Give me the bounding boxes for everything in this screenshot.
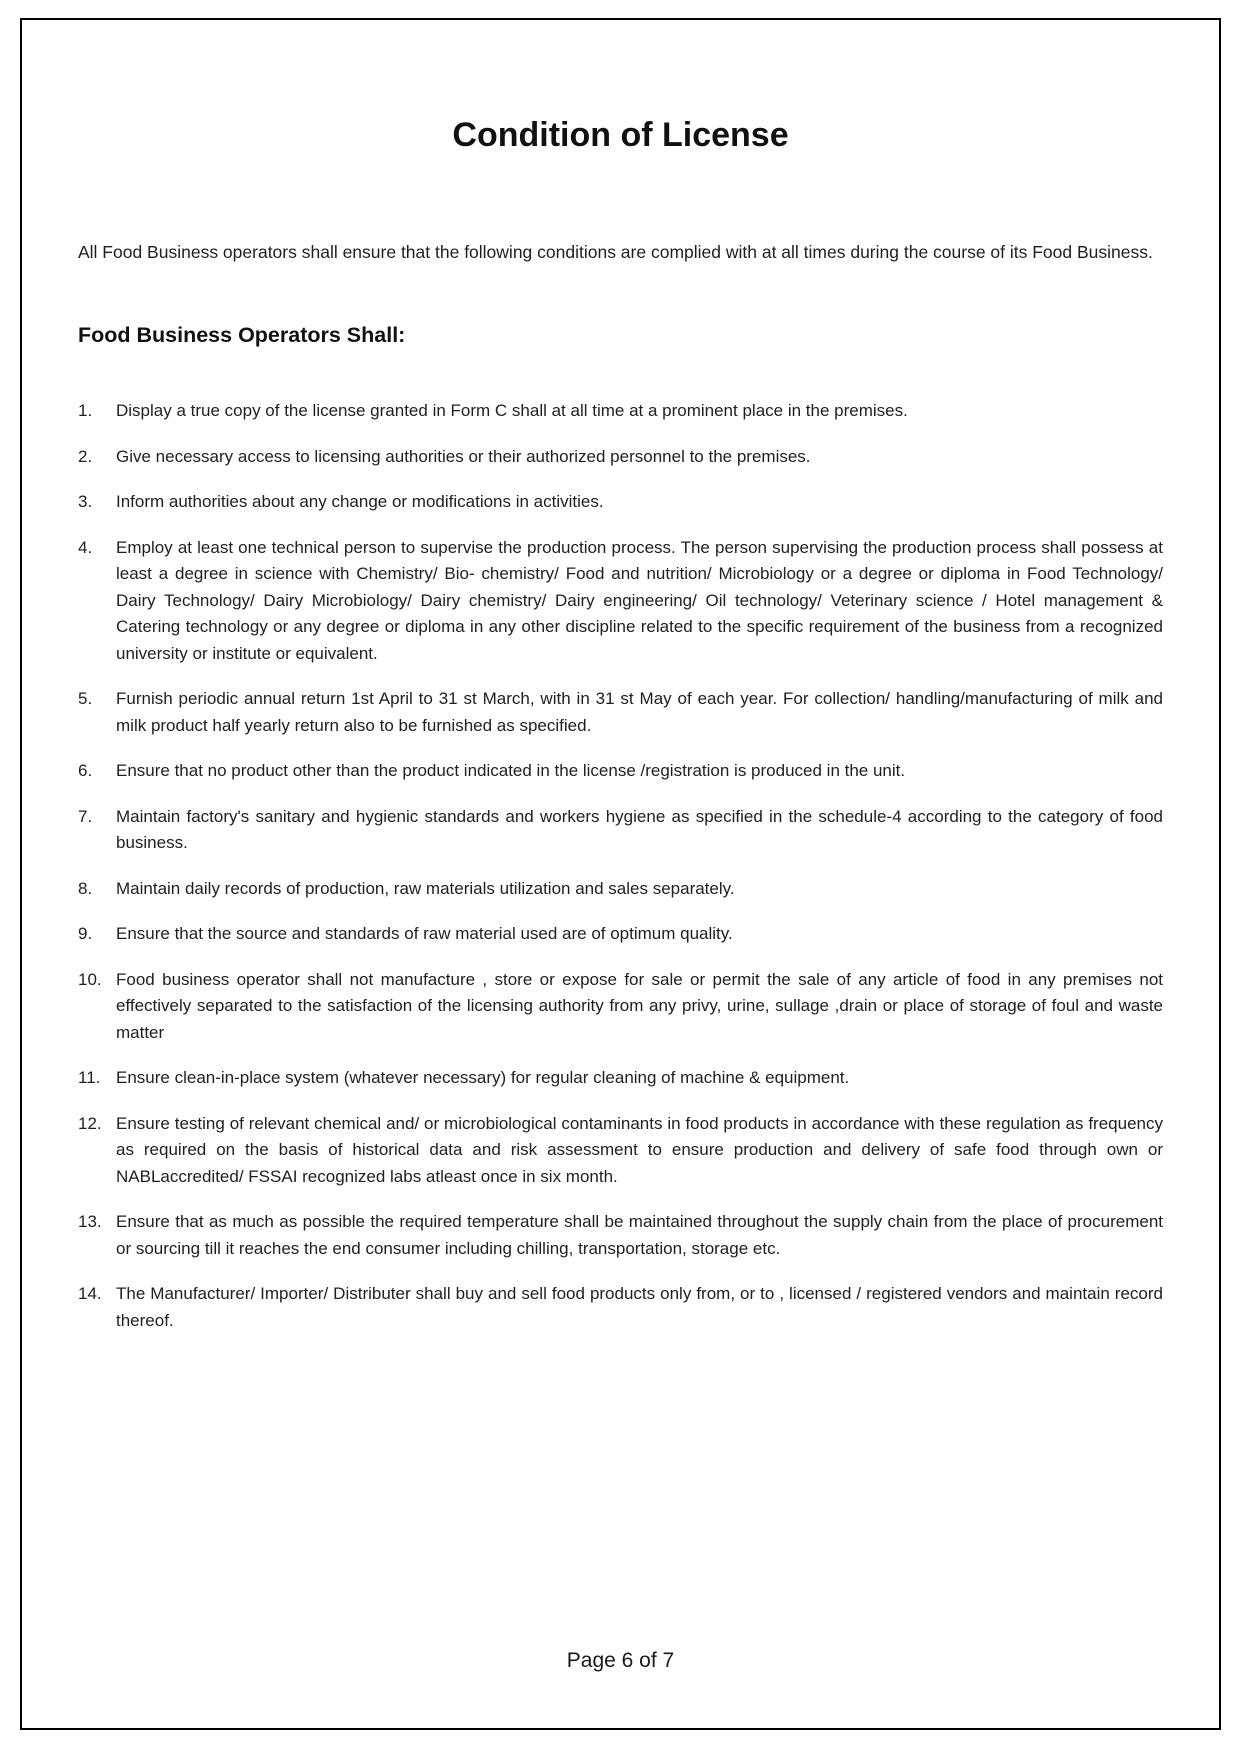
condition-text: Ensure that no product other than the product indicated in the license /registration is produced in the unit. bbox=[116, 761, 906, 780]
intro-paragraph: All Food Business operators shall ensure that the following conditions are complied with at all times during the course of its Food Business. bbox=[78, 242, 1153, 262]
condition-number: 2. bbox=[78, 446, 93, 466]
condition-text: Display a true copy of the license granted in Form C shall at all time at a prominent place in the premises. bbox=[116, 401, 908, 420]
condition-item bbox=[78, 489, 1163, 516]
condition-number: 11. bbox=[78, 1068, 101, 1087]
condition-item bbox=[78, 686, 1163, 739]
condition-item bbox=[78, 444, 1163, 471]
condition-text: Ensure that as much as possible the required temperature shall be maintained throughout the supply chain from the place of procurement or sourcing till it reaches the end consumer including chilling, transportation, storage etc. bbox=[116, 1212, 1163, 1258]
condition-text: Ensure that the source and standards of raw material used are of optimum quality. bbox=[116, 924, 733, 943]
condition-item bbox=[78, 876, 1163, 903]
condition-item bbox=[78, 967, 1163, 1047]
condition-number: 3. bbox=[78, 492, 93, 511]
condition-number: 13. bbox=[78, 1212, 102, 1231]
condition-item bbox=[78, 921, 1163, 948]
condition-text: Furnish periodic annual return 1st April to 31 st March, with in 31 st May of each year. For collection/ handling/manufacturing of milk and milk product half yearly return also to be furnished as specified. bbox=[116, 689, 1163, 735]
condition-text: Food business operator shall not manufacture , store or expose for sale or permit the sale of any article of food in any premises not effectively separated to the satisfaction of the licensing authority from any privy, urine, sullage ,drain or place of storage of foul and waste matter bbox=[116, 969, 1163, 1042]
condition-text: Maintain daily records of production, raw materials utilization and sales separately. bbox=[116, 878, 735, 898]
condition-number: 5. bbox=[78, 689, 93, 708]
page-border bbox=[20, 18, 1221, 1730]
condition-text: Ensure testing of relevant chemical and/ or microbiological contaminants in food products in accordance with these regulation as frequency as required on the basis of historical data and risk assessment to ensure production and delivery of safe food through own or NABLaccredited/ FSSAI recognized labs atleast once in six month. bbox=[116, 1113, 1163, 1186]
page-title: Condition of License bbox=[452, 116, 789, 154]
condition-text: Inform authorities about any change or modifications in activities. bbox=[116, 492, 604, 511]
page-number: Page 6 of 7 bbox=[566, 1649, 675, 1672]
condition-text: Maintain factory's sanitary and hygienic standards and workers hygiene as specified in the schedule-4 according to the category of food business. bbox=[116, 806, 1163, 852]
condition-number: 12. bbox=[78, 1113, 102, 1133]
condition-text: Employ at least one technical person to supervise the production process. The person supervising the production process shall possess at least a degree in science with Chemistry/ Bio- chemistry/ Food and nutrition/ Microbiology or a degree or diploma in Food Technology/ Dairy Technology/ Dairy Microbiology/ Dairy chemistry/ Dairy engineering/ Oil technology/ Veterinary science / Hotel management & Catering technology or any degree or diploma in any other discipline related to the specific requirement of the business from a recognized university or institute or equivalent. bbox=[116, 537, 1163, 663]
conditions-list bbox=[78, 398, 1163, 1334]
condition-number: 8. bbox=[78, 878, 93, 898]
condition-number: 4. bbox=[78, 537, 93, 557]
condition-item bbox=[78, 1281, 1163, 1334]
condition-text: Give necessary access to licensing authorities or their authorized personnel to the premises. bbox=[116, 446, 811, 466]
condition-number: 7. bbox=[78, 806, 93, 826]
condition-number: 9. bbox=[78, 924, 93, 943]
condition-item bbox=[78, 398, 1163, 425]
condition-text: The Manufacturer/ Importer/ Distributer shall buy and sell food products only from, or to , licensed / registered vendors and maintain record thereof. bbox=[116, 1284, 1163, 1330]
condition-text: Ensure clean-in-place system (whatever necessary) for regular cleaning of machine & equipment. bbox=[116, 1068, 850, 1087]
condition-number: 14. bbox=[78, 1284, 102, 1303]
condition-item bbox=[78, 758, 1163, 785]
section-heading: Food Business Operators Shall: bbox=[78, 323, 406, 347]
condition-item bbox=[78, 804, 1163, 857]
condition-item bbox=[78, 535, 1163, 668]
condition-number: 1. bbox=[78, 401, 93, 420]
condition-item bbox=[78, 1065, 1163, 1092]
document-content bbox=[22, 116, 1219, 1334]
condition-number: 10. bbox=[78, 969, 102, 989]
condition-item bbox=[78, 1209, 1163, 1262]
condition-item bbox=[78, 1111, 1163, 1191]
condition-number: 6. bbox=[78, 761, 93, 780]
